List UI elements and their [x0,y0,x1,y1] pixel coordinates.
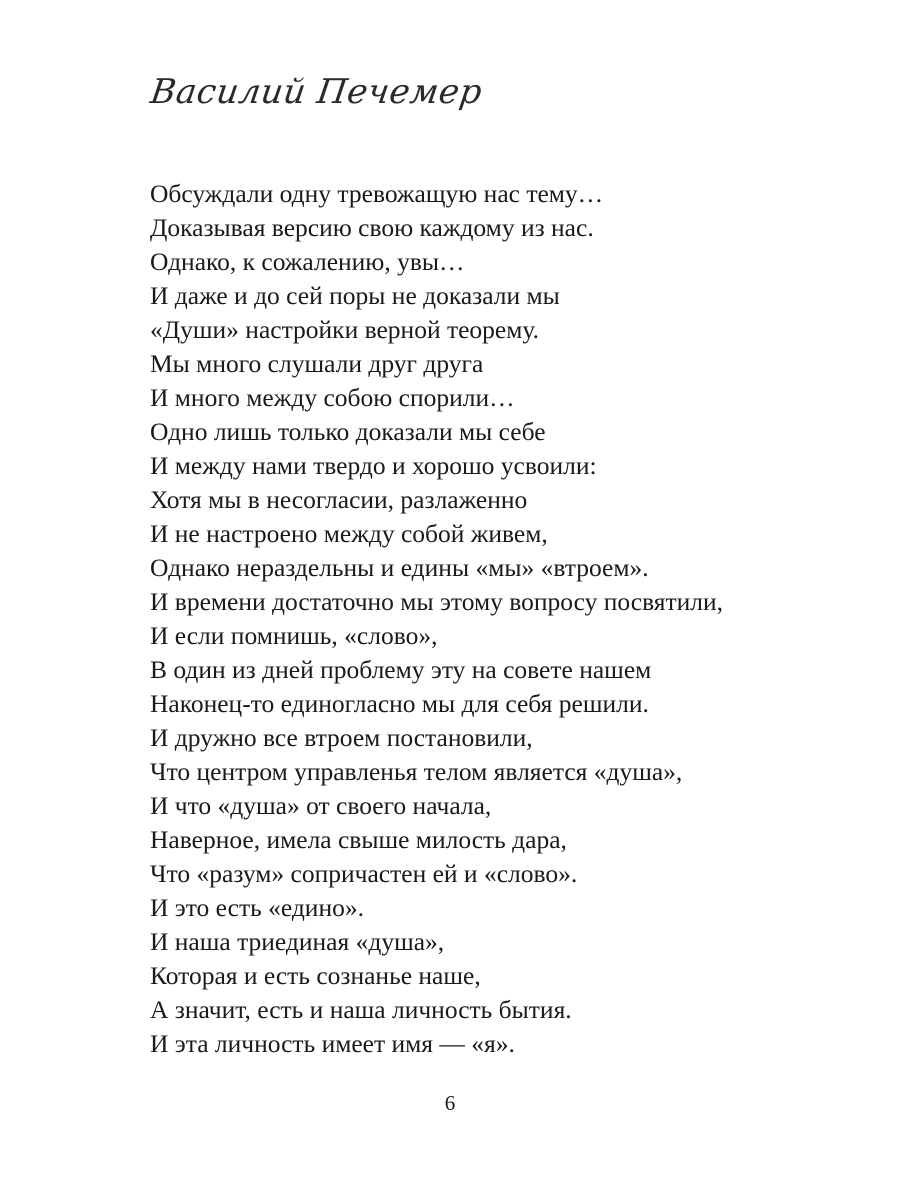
poem-line: Что центром управленья телом является «душа», [150,757,683,786]
poem-line: И времени достаточно мы этому вопросу посвятили, [150,587,724,616]
poem-line: Наконец-то единогласно мы для себя решили. [150,689,649,718]
poem-line: И между нами твердо и хорошо усвоили: [150,451,597,480]
poem-line: Наверное, имела свыше милость дара, [150,825,567,854]
poem-line: И не настроено между собой живем, [150,519,548,548]
poem-text [150,177,870,1061]
poem-line: «Души» настройки верной теорему. [150,315,539,344]
poem-line: И наша триединая «душа», [150,927,445,956]
poem-line: И эта личность имеет имя — «я». [150,1029,515,1058]
poem-line: В один из дней проблему эту на совете нашем [150,655,652,684]
poem-line: И даже и до сей поры не доказали мы [150,281,560,310]
poem-line: Что «разум» сопричастен ей и «слово». [150,859,578,888]
poem-line: Которая и есть сознанье наше, [150,961,481,990]
page-number: 6 [444,1091,456,1115]
poem-line: И это есть «едино». [150,893,364,922]
poem-line: И много между собою спорили… [150,383,515,412]
poem-line: И что «душа» от своего начала, [150,791,492,820]
poem-line: Мы много слушали друг друга [150,349,484,378]
poem-line: Доказывая версию свою каждому из нас. [150,213,594,242]
poem-line: Одно лишь только доказали мы себе [150,417,546,446]
poem-line: Однако нераздельны и едины «мы» «втроем». [150,553,649,582]
poem-line: И если помнишь, «слово», [150,621,438,650]
poem-line: Хотя мы в несогласии, разлаженно [150,485,528,514]
poem-line: И дружно все втроем постановили, [150,723,533,752]
poem-line: А значит, есть и наша личность бытия. [150,995,572,1024]
poem-line: Обсуждали одну тревожащую нас тему… [150,179,604,208]
author-signature: Василий Печемер [148,72,485,112]
poem-line: Однако, к сожалению, увы… [150,247,465,276]
